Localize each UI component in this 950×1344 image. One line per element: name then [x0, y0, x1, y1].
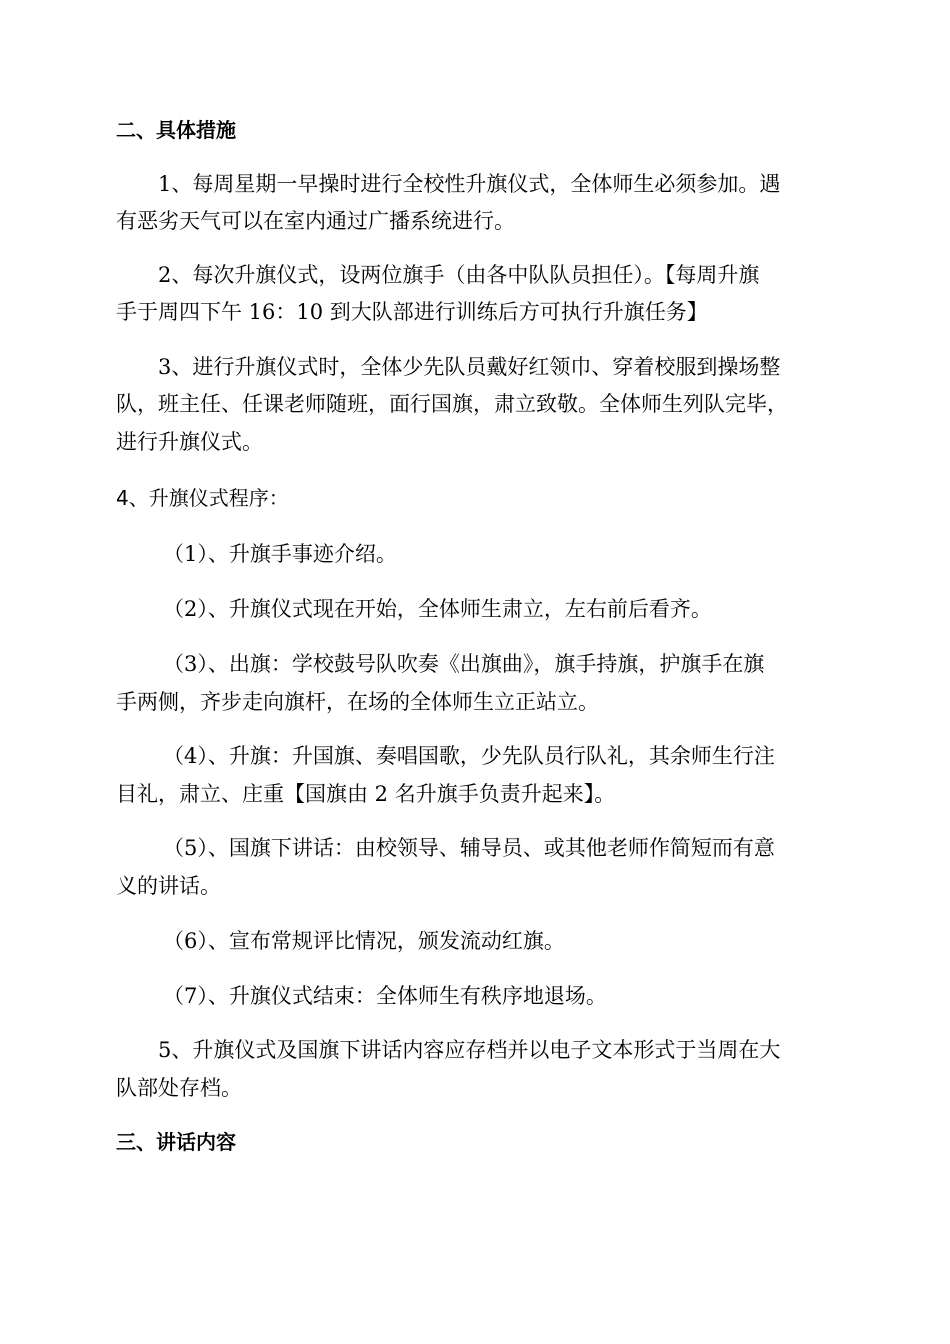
procedure-step-6: （6）、宣布常规评比情况，颁发流动红旗。 — [163, 929, 565, 953]
item-2-line-2: 手于周四下午 16：10 到大队部进行训练后方可执行升旗任务】 — [116, 300, 708, 324]
section-heading-speech: 三、讲话内容 — [116, 1130, 236, 1154]
item-4-title: 4、升旗仪式程序： — [116, 486, 289, 510]
procedure-step-3-line-2: 手两侧，齐步走向旗杆，在场的全体师生立正站立。 — [116, 690, 599, 714]
procedure-step-5-line-2: 义的讲话。 — [116, 874, 221, 898]
procedure-step-3-line-1: （3）、出旗：学校鼓号队吹奏《出旗曲》，旗手持旗，护旗手在旗 — [163, 652, 765, 676]
item-1-line-1: 1、每周星期一早操时进行全校性升旗仪式，全体师生必须参加。遇 — [158, 172, 781, 196]
section-heading-measures: 二、具体措施 — [116, 118, 236, 142]
item-2-line-1: 2、每次升旗仪式，设两位旗手（由各中队队员担任）。【每周升旗 — [158, 263, 760, 287]
procedure-step-4-line-1: （4）、升旗：升国旗、奏唱国歌，少先队员行队礼，其余师生行注 — [163, 744, 775, 768]
item-5-line-1: 5、升旗仪式及国旗下讲话内容应存档并以电子文本形式于当周在大 — [158, 1038, 781, 1062]
procedure-step-2: （2）、升旗仪式现在开始，全体师生肃立，左右前后看齐。 — [163, 597, 712, 621]
procedure-step-7: （7）、升旗仪式结束：全体师生有秩序地退场。 — [163, 984, 607, 1008]
procedure-step-1: （1）、升旗手事迹介绍。 — [163, 542, 397, 566]
item-3-line-2: 队，班主任、任课老师随班，面行国旗，肃立致敬。全体师生列队完毕， — [116, 392, 788, 416]
item-3-line-1: 3、进行升旗仪式时，全体少先队员戴好红领巾、穿着校服到操场整 — [158, 355, 781, 379]
item-3-line-3: 进行升旗仪式。 — [116, 430, 263, 454]
procedure-step-5-line-1: （5）、国旗下讲话：由校领导、辅导员、或其他老师作简短而有意 — [163, 836, 775, 860]
item-1-line-2: 有恶劣天气可以在室内通过广播系统进行。 — [116, 209, 515, 233]
procedure-step-4-line-2: 目礼，肃立、庄重【国旗由 2 名升旗手负责升起来】。 — [116, 782, 616, 806]
item-5-line-2: 队部处存档。 — [116, 1076, 242, 1100]
